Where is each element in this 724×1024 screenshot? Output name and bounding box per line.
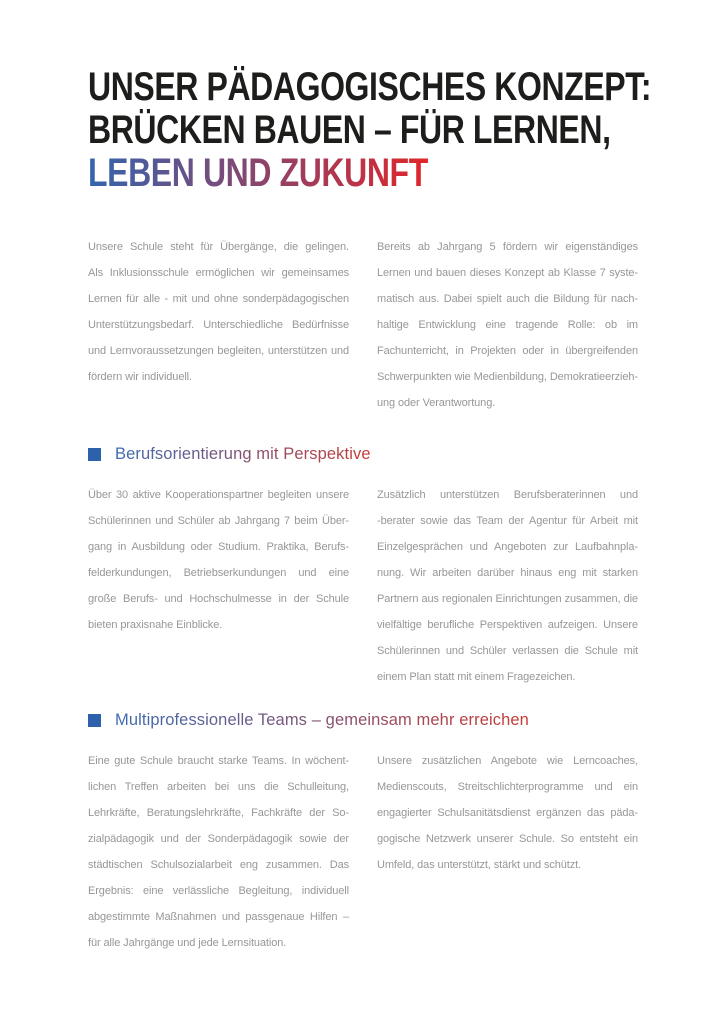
paragraph-line: Unsere Schule steht für Übergänge, die gelingen. <box>88 241 349 253</box>
paragraph-line: ung oder Verantwortung. <box>377 397 496 409</box>
berufsorientierung-right-column <box>377 482 638 690</box>
paragraph-line: und Lernvoraussetzungen begleiten, unterstützen und <box>88 345 349 357</box>
paragraph-line: einem Plan statt mit einem Fragezeichen. <box>377 671 576 683</box>
paragraph-line: -berater sowie das Team der Agentur für Arbeit mit <box>377 515 638 527</box>
paragraph-line: Eine gute Schule braucht starke Teams. In wöchent- <box>88 755 349 767</box>
paragraph-line: Schülerinnen und Schüler ab Jahrgang 7 beim Über- <box>88 515 349 527</box>
intro-left-column <box>88 234 349 416</box>
teams-left-column <box>88 748 349 956</box>
paragraph-line: städtischen Schulsozialarbeit eng zusammen. Das <box>88 859 349 871</box>
paragraph-line: Lehrkräfte, Beratungslehrkräfte, Fachkräfte der So- <box>88 807 349 819</box>
paragraph-line: Unsere zusätzlichen Angebote wie Lerncoaches, <box>377 755 638 767</box>
paragraph-line: vielfältige berufliche Perspektiven aufzeigen. Unsere <box>377 619 638 631</box>
paragraph-line: lichen Treffen arbeiten bei uns die Schulleitung, <box>88 781 349 793</box>
title-line-2: BRÜCKEN BAUEN – FÜR LERNEN, <box>88 108 611 152</box>
paragraph-line: abgestimmte Maßnahmen und passgenaue Hilfen – <box>88 911 349 923</box>
paragraph-line: engagierter Schulsanitätsdienst ergänzen das päda- <box>377 807 638 819</box>
teams-right-column <box>377 748 638 956</box>
paragraph-line: Lernen für alle - mit und ohne sonderpädagogischen <box>88 293 349 305</box>
paragraph-line: felderkundungen, Betriebserkundungen und eine <box>88 567 349 579</box>
paragraph-line: bieten praxisnahe Einblicke. <box>88 619 223 631</box>
section-heading-berufsorientierung <box>88 443 371 465</box>
paragraph-line: Umfeld, das unterstützt, stärkt und schützt. <box>377 859 582 871</box>
paragraph-line: große Berufs- und Hochschulmesse in der Schule <box>88 593 349 605</box>
intro-right-column <box>377 234 638 416</box>
paragraph-line: Lernen und bauen dieses Konzept ab Klasse 7 syste- <box>377 267 638 279</box>
section-heading-teams <box>88 709 529 731</box>
teams-section <box>88 748 638 956</box>
berufsorientierung-section <box>88 482 638 690</box>
paragraph-line: Partnern aus regionalen Einrichtungen zusammen, die <box>377 593 638 605</box>
berufsorientierung-left-column <box>88 482 349 690</box>
paragraph-line: Medienscouts, Streitschlichterprogramme und ein <box>377 781 638 793</box>
paragraph-line: Schülerinnen und Schüler verlassen die Schule mit <box>377 645 638 657</box>
paragraph-line: gogische Netzwerk unserer Schule. So entsteht ein <box>377 833 638 845</box>
paragraph-line: für alle Jahrgänge und jede Lernsituation. <box>88 937 287 949</box>
paragraph-line: fördern wir individuell. <box>88 371 192 383</box>
paragraph-line: Bereits ab Jahrgang 5 fördern wir eigenständiges <box>377 241 638 253</box>
section-heading-text: Multiprofessionelle Teams – gemeinsam mehr erreichen <box>115 711 529 729</box>
paragraph-line: Fachunterricht, in Projekten oder in übergreifenden <box>377 345 638 357</box>
paragraph-line: haltige Entwicklung eine tragende Rolle: ob im <box>377 319 638 331</box>
blue-square-bullet-icon <box>88 448 101 461</box>
paragraph-line: nung. Wir arbeiten darüber hinaus eng mit starken <box>377 567 638 579</box>
paragraph-line: matisch aus. Dabei spielt auch die Bildung für nach- <box>377 293 638 305</box>
page-title <box>88 66 724 195</box>
intro-section <box>88 234 638 416</box>
paragraph-line: Ergebnis: eine verlässliche Begleitung, individuell <box>88 885 349 897</box>
paragraph-line: Einzelgesprächen und Angeboten zur Laufbahnpla- <box>377 541 638 553</box>
paragraph-line: Unterstützungsbedarf. Unterschiedliche Bedürfnisse <box>88 319 349 331</box>
paragraph-line: Schwerpunkten wie Medienbildung, Demokratieerzieh- <box>377 371 638 383</box>
paragraph-line: Als Inklusionsschule ermöglichen wir gemeinsames <box>88 267 349 279</box>
section-heading-text: Berufsorientierung mit Perspektive <box>115 445 371 463</box>
paragraph-line: Zusätzlich unterstützen Berufsberaterinnen und <box>377 489 638 501</box>
title-line-1: UNSER PÄDAGOGISCHES KONZEPT: <box>88 65 652 109</box>
paragraph-line: zialpädagogik und der Sonderpädagogik sowie der <box>88 833 349 845</box>
paragraph-line: Über 30 aktive Kooperationspartner begleiten unsere <box>88 489 349 501</box>
paragraph-line: gang in Ausbildung oder Studium. Praktika, Berufs- <box>88 541 349 553</box>
blue-square-bullet-icon <box>88 714 101 727</box>
title-line-3-gradient: LEBEN UND ZUKUNFT <box>88 151 428 195</box>
